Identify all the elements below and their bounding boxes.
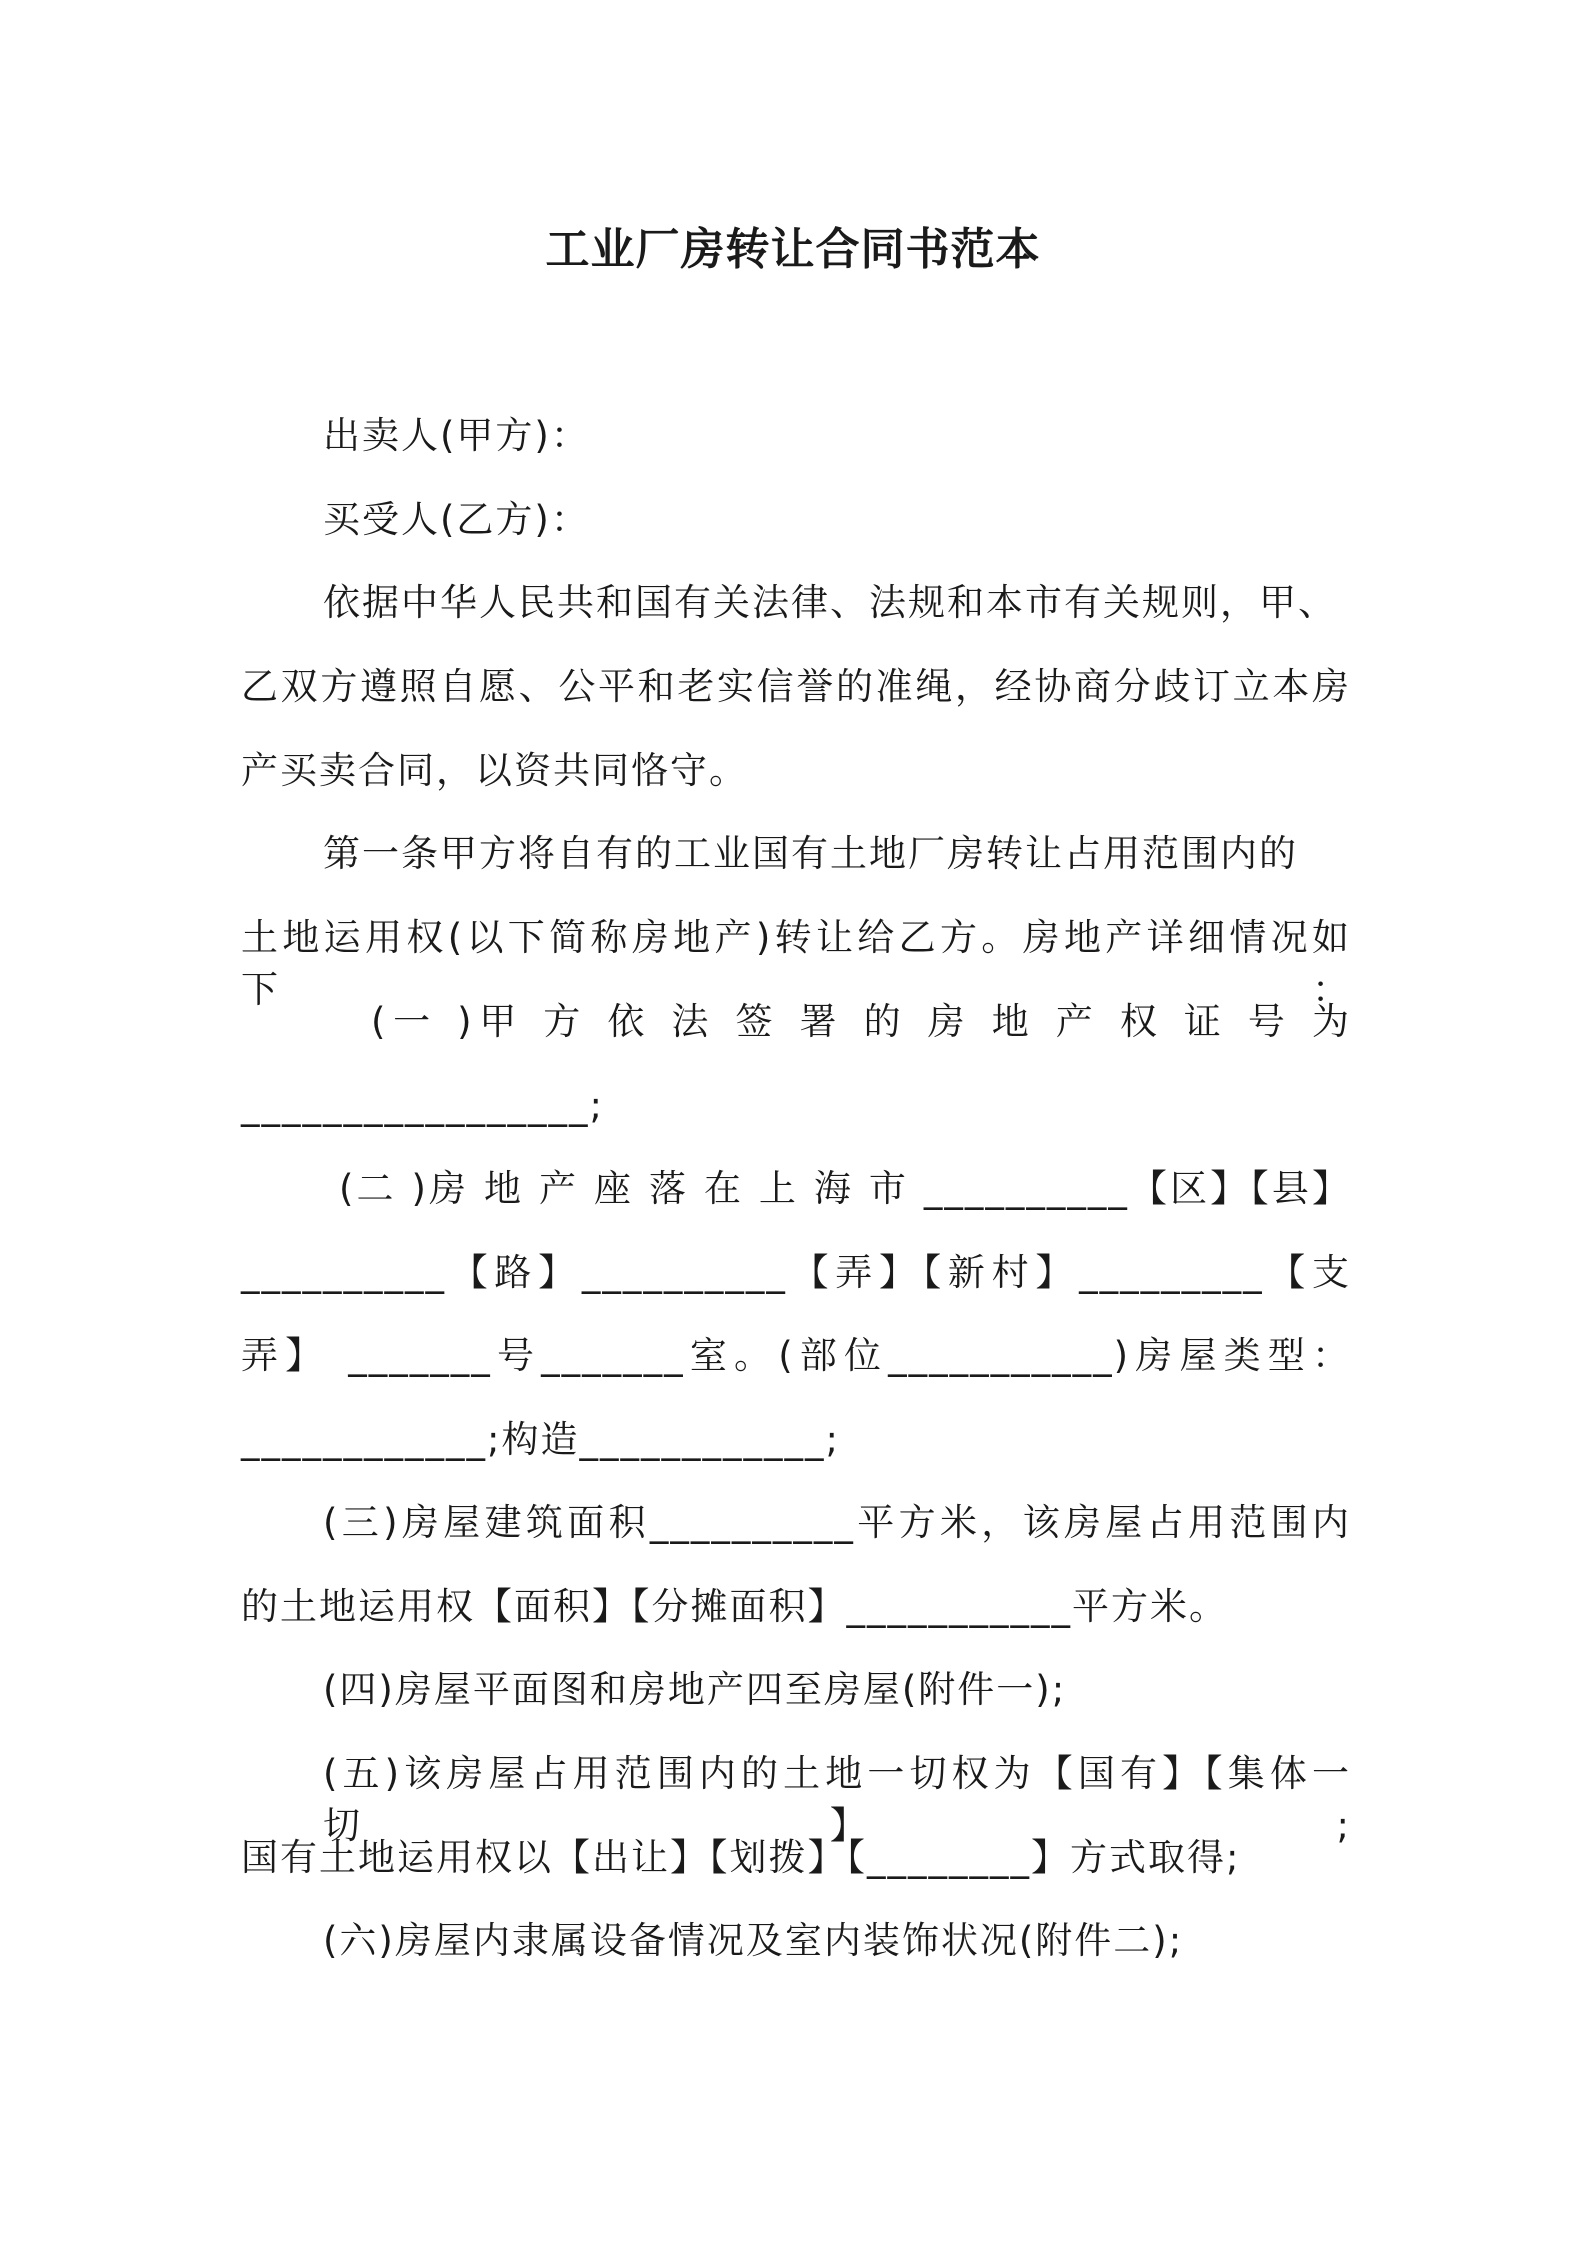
clause-2-line-2: __________【路】__________【弄】【新村】_________【支	[241, 1251, 1351, 1294]
document-title: 工业厂房转让合同书范本	[545, 224, 1041, 275]
preamble-line-1: 依据中华人民共和国有关法律、法规和本市有关规则，甲、	[323, 581, 1337, 624]
clause-6-line: (六)房屋内隶属设备情况及室内装饰状况(附件二);	[323, 1919, 1184, 1962]
article-1-line-1: 第一条甲方将自有的工业国有土地厂房转让占用范围内的	[323, 832, 1298, 875]
buyer-line: 买受人(乙方)：	[323, 498, 590, 541]
clause-2-line-1: (二 )房 地 产 座 落 在 上 海 市 __________【区】【县】	[339, 1167, 1351, 1210]
clause-4-line: (四)房屋平面图和房地产四至房屋(附件一);	[323, 1668, 1067, 1711]
clause-5-line-2: 国有土地运用权以【出让】【划拨】【________】方式取得;	[241, 1836, 1241, 1879]
clause-2-line-3: 弄】 _______号_______室。(部位___________)房屋类型：	[241, 1334, 1351, 1377]
clause-2-line-4: ____________;构造____________;	[241, 1418, 840, 1461]
clause-5-line-1: (五)该房屋占用范围内的土地一切权为【国有】【集体一切】;	[323, 1752, 1351, 1847]
clause-1-line-1: (一 )甲 方 依 法 签 署 的 房 地 产 权 证 号 为	[371, 1000, 1351, 1043]
clause-3-line-1: (三)房屋建筑面积__________平方米，该房屋占用范围内	[323, 1501, 1351, 1544]
preamble-line-3: 产买卖合同，以资共同恪守。	[241, 749, 748, 792]
clause-1-line-2: _________________;	[241, 1084, 604, 1127]
preamble-line-2: 乙双方遵照自愿、公平和老实信誉的准绳，经协商分歧订立本房	[241, 665, 1351, 708]
seller-line: 出卖人(甲方)：	[323, 414, 590, 457]
article-1-line-2: 土地运用权(以下简称房地产)转让给乙方。房地产详细情况如下：	[241, 916, 1351, 1011]
clause-3-line-2: 的土地运用权【面积】【分摊面积】___________平方米。	[241, 1585, 1228, 1628]
